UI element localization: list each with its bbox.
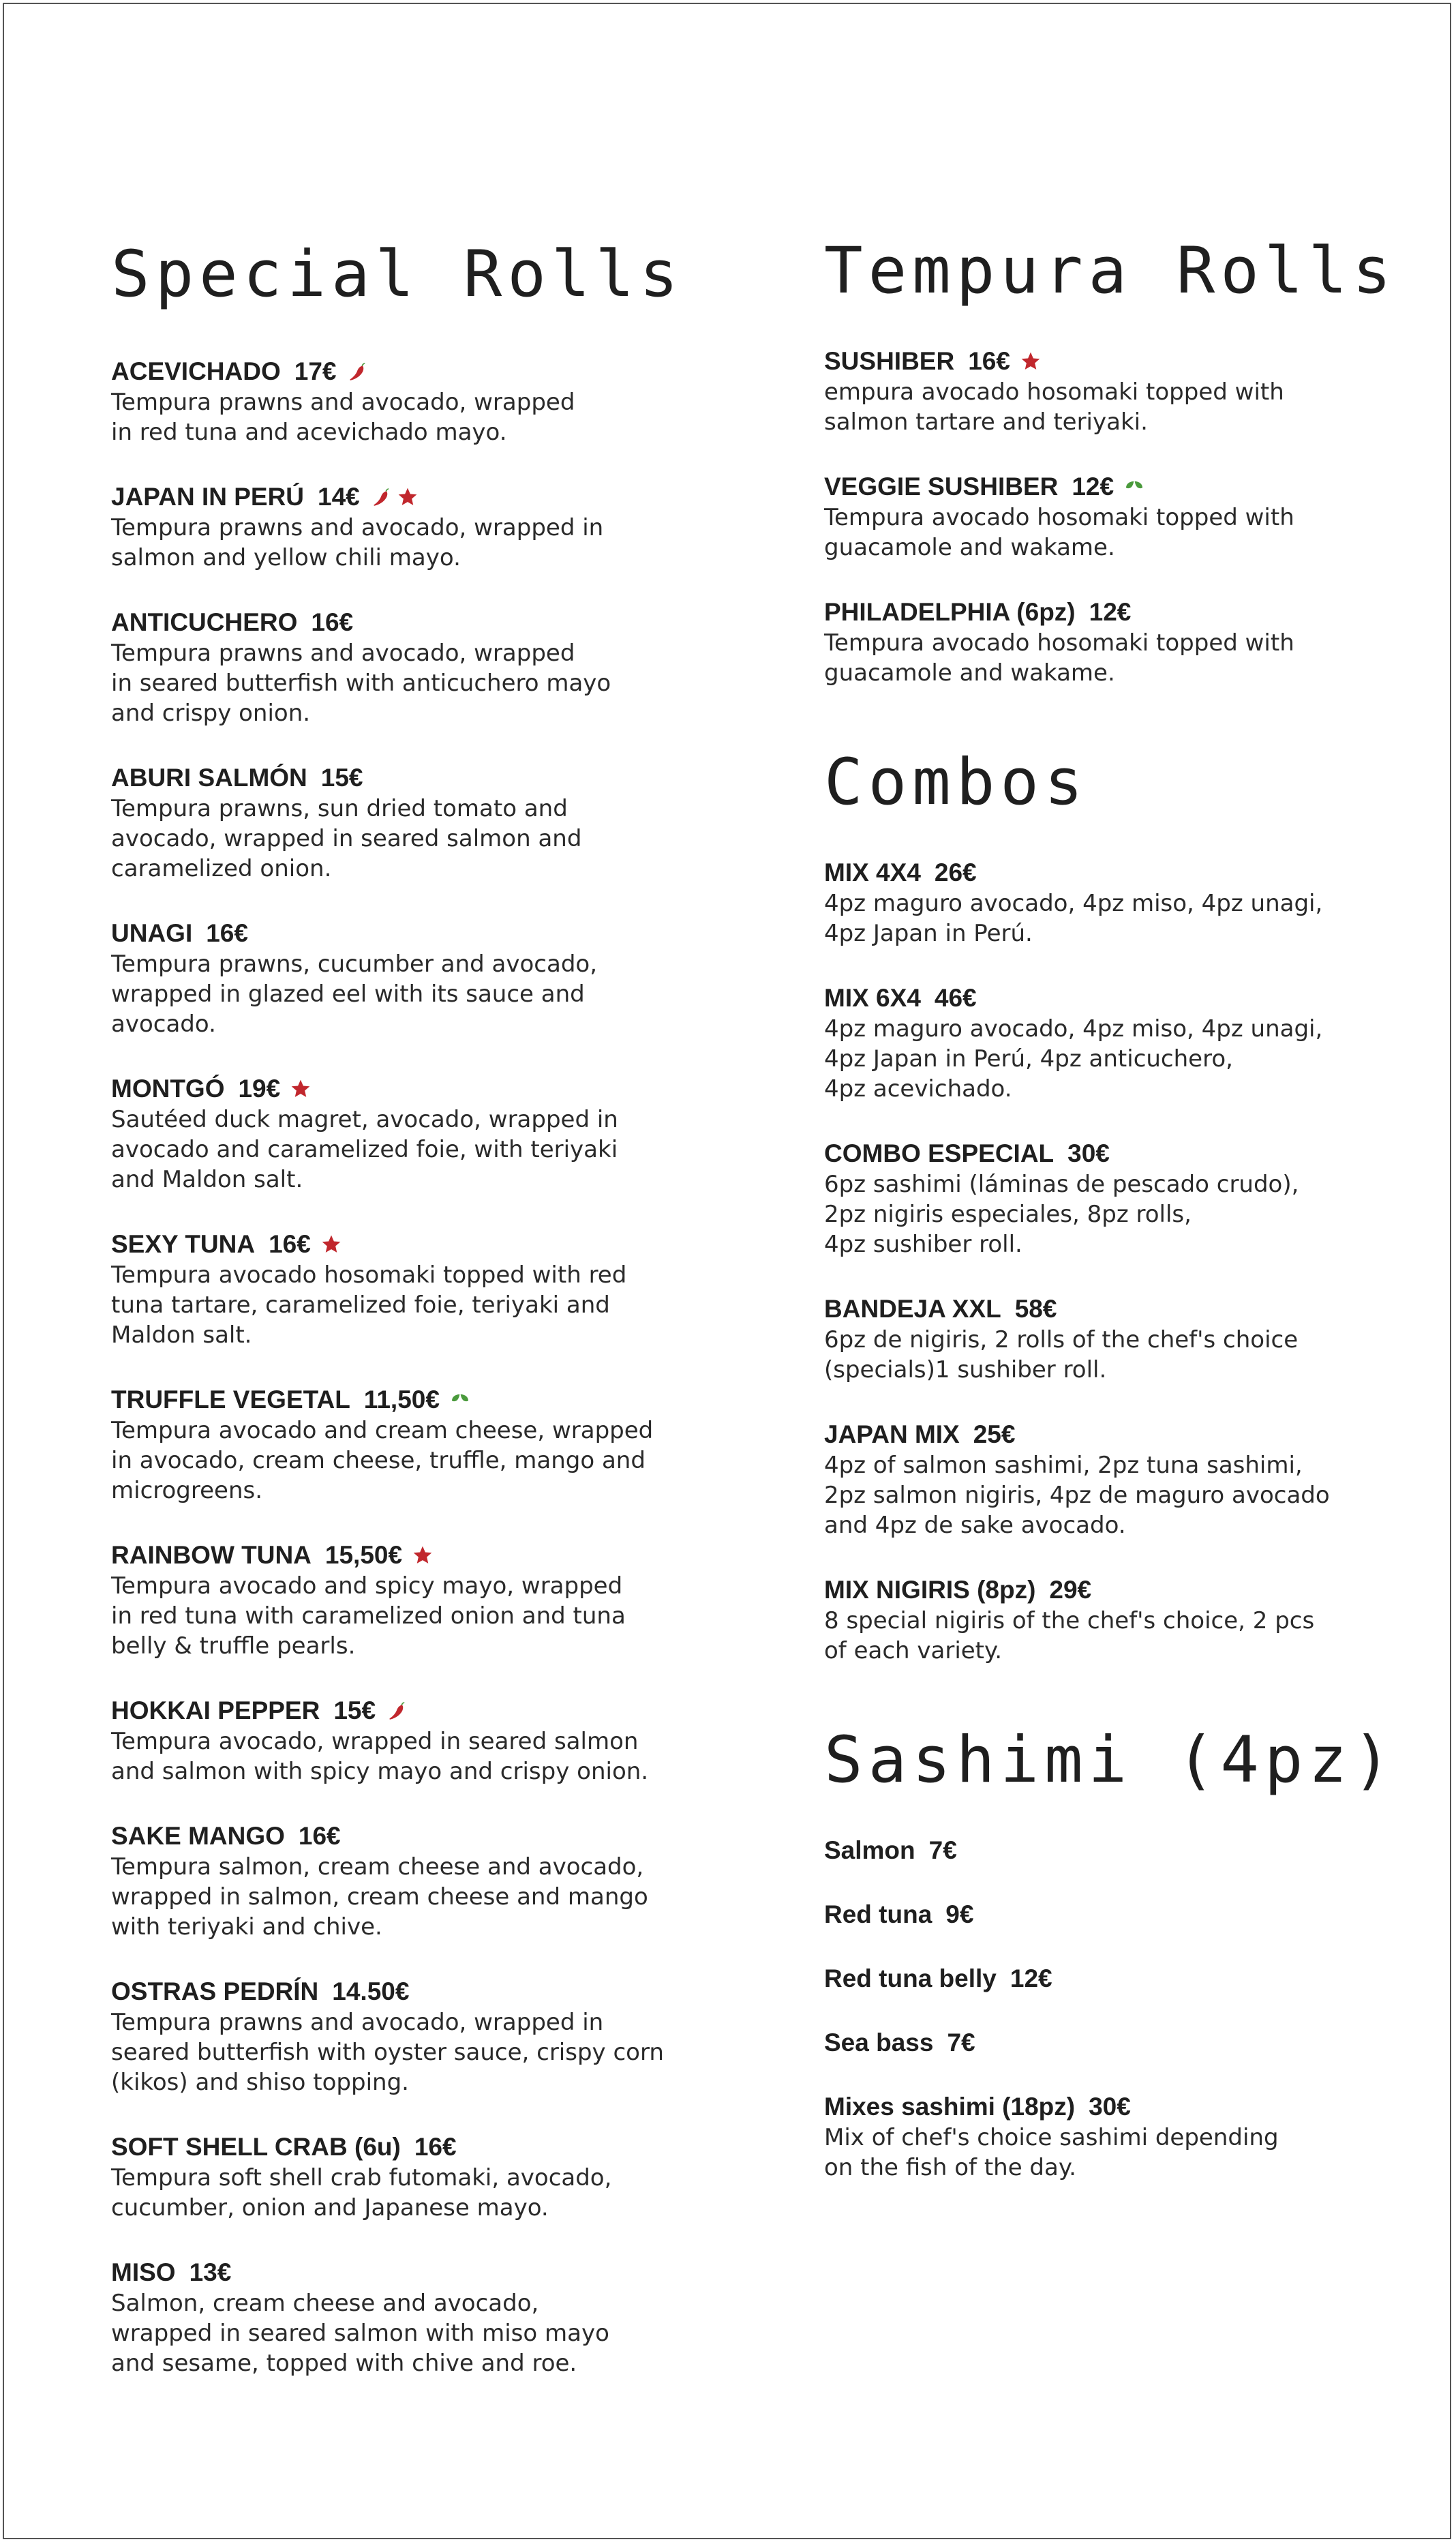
menu-item-price: 14€ (318, 483, 360, 511)
star-icon (290, 1078, 312, 1100)
menu-item-name: Mixes sashimi (18pz) (824, 2093, 1076, 2121)
menu-item-price: 46€ (934, 984, 977, 1012)
menu-item-price: 15,50€ (324, 1541, 403, 1569)
menu-item-icons (412, 1544, 434, 1566)
menu-item (111, 2131, 725, 2223)
menu-item-price: 16€ (968, 347, 1010, 375)
menu-item-header (824, 597, 1424, 628)
menu-item-description: Tempura prawns, sun dried tomato and avocado, wrapped in seared salmon and caramelized onion. (111, 795, 582, 882)
combos-section (824, 745, 1424, 1666)
menu-item-name: PHILADELPHIA (6pz) (824, 598, 1076, 626)
menu-item-description: Mix of chef's choice sashimi depending on the fish of the day. (824, 2124, 1279, 2181)
menu-item-header (111, 481, 725, 513)
menu-item-price: 7€ (947, 2029, 975, 2056)
menu-page (3, 3, 1451, 2539)
menu-item-price: 7€ (928, 1836, 957, 1864)
menu-item-name: SAKE MANGO (111, 1822, 285, 1850)
menu-item-header (824, 1419, 1424, 1450)
menu-item-description: Tempura avocado and spicy mayo, wrapped in red tuna with caramelized onion and tuna belly & truffle pearls. (111, 1572, 626, 1660)
menu-item-name: RAINBOW TUNA (111, 1541, 312, 1569)
menu-item-name: UNAGI (111, 919, 193, 947)
menu-item-name: MIX NIGIRIS (8pz) (824, 1576, 1036, 1604)
menu-item-name: ANTICUCHERO (111, 608, 298, 636)
menu-item-price: 11,50€ (363, 1386, 440, 1413)
menu-item-price: 29€ (1049, 1576, 1092, 1604)
menu-item-description: Salmon, cream cheese and avocado, wrapped in seared salmon with miso mayo and sesame, topped with chive and roe. (111, 2290, 609, 2377)
section-title: Combos (824, 745, 1089, 820)
menu-item-header (111, 1229, 725, 1260)
menu-item-name: Salmon (824, 1836, 915, 1864)
star-icon (320, 1233, 342, 1255)
menu-item-icons (290, 1078, 312, 1100)
chili-icon (385, 1700, 407, 1722)
menu-item-price: 14.50€ (332, 1977, 410, 2005)
menu-item-price: 15€ (320, 764, 363, 792)
menu-item-header (824, 346, 1424, 377)
menu-item-description: Tempura salmon, cream cheese and avocado, wrapped in salmon, cream cheese and mango with teriyaki and chive. (111, 1853, 648, 1941)
menu-item-price: 58€ (1014, 1295, 1057, 1323)
menu-item (111, 1229, 725, 1350)
menu-item-header (824, 1963, 1424, 1994)
menu-item-icons (346, 361, 367, 383)
star-icon (412, 1544, 434, 1566)
menu-item-name: TRUFFLE VEGETAL (111, 1386, 350, 1413)
menu-item (111, 1384, 725, 1506)
menu-item-description: Tempura soft shell crab futomaki, avocado, cucumber, onion and Japanese mayo. (111, 2164, 612, 2221)
menu-item-price: 30€ (1089, 2093, 1131, 2121)
menu-item-price: 16€ (269, 1230, 311, 1258)
menu-item (824, 2091, 1424, 2183)
menu-item-name: Red tuna (824, 1900, 932, 1928)
menu-item-price: 9€ (945, 1900, 974, 1928)
menu-item-header (111, 1976, 725, 2007)
menu-item (111, 1821, 725, 1942)
section-title: Special Rolls (111, 237, 684, 312)
menu-item-name: JAPAN MIX (824, 1420, 960, 1448)
menu-item-name: MISO (111, 2258, 176, 2286)
menu-item-name: OSTRAS PEDRÍN (111, 1977, 319, 2005)
menu-item (824, 857, 1424, 948)
menu-item-price: 16€ (311, 608, 354, 636)
menu-item-name: ACEVICHADO (111, 357, 281, 385)
menu-item (824, 597, 1424, 688)
menu-item (111, 607, 725, 728)
menu-item-header (824, 1293, 1424, 1325)
menu-item-name: HOKKAI PEPPER (111, 1696, 320, 1724)
menu-item-header (111, 2131, 725, 2163)
menu-item (824, 1963, 1424, 1994)
menu-item (111, 356, 725, 447)
menu-item-header (111, 356, 725, 387)
tempura-rolls-section (824, 234, 1424, 688)
section-title: Tempura Rolls (824, 234, 1397, 308)
menu-item (824, 983, 1424, 1104)
menu-item-name: SUSHIBER (824, 347, 955, 375)
chili-icon (369, 486, 391, 508)
menu-item-description: Tempura avocado and cream cheese, wrapped in avocado, cream cheese, truffle, mango and microgreens. (111, 1417, 654, 1504)
menu-item-name: MIX 6X4 (824, 984, 921, 1012)
menu-items (111, 356, 725, 2378)
menu-item (824, 2027, 1424, 2059)
menu-item-name: MONTGÓ (111, 1075, 225, 1103)
menu-item-price: 12€ (1072, 473, 1114, 500)
menu-item-description: Tempura prawns and avocado, wrapped in seared butterfish with oyster sauce, crispy corn (kikos) and shiso topping. (111, 2009, 664, 2096)
menu-item (111, 481, 725, 573)
menu-item-name: SOFT SHELL CRAB (6u) (111, 2133, 401, 2161)
section-title: Sashimi (4pz) (824, 1723, 1397, 1797)
menu-item (824, 1899, 1424, 1930)
menu-item (111, 762, 725, 884)
menu-item-price: 17€ (294, 357, 337, 385)
menu-item (824, 1138, 1424, 1259)
menu-item-icons (1020, 350, 1042, 372)
menu-item-name: COMBO ESPECIAL (824, 1139, 1055, 1167)
menu-item-price: 19€ (238, 1075, 281, 1103)
menu-item-description: Tempura avocado hosomaki topped with guacamole and wakame. (824, 629, 1294, 687)
menu-item (111, 2257, 725, 2378)
menu-item-header (111, 1540, 725, 1571)
menu-item-description: 8 special nigiris of the chef's choice, 2 pcs of each variety. (824, 1607, 1315, 1664)
special-rolls-section (111, 237, 725, 2378)
menu-items (824, 346, 1424, 688)
menu-item-header (111, 762, 725, 794)
sashimi-section (824, 1723, 1424, 2183)
menu-item-description: Tempura prawns and avocado, wrapped in red tuna and acevichado mayo. (111, 389, 575, 446)
right-column (824, 234, 1424, 2215)
menu-item-header (824, 471, 1424, 503)
menu-items (824, 857, 1424, 1666)
menu-items (824, 1835, 1424, 2183)
menu-item (111, 1073, 725, 1195)
menu-item-description: 4pz maguro avocado, 4pz miso, 4pz unagi, 4pz Japan in Perú. (824, 890, 1323, 947)
menu-item-header (824, 2091, 1424, 2123)
menu-item-description: Tempura avocado, wrapped in seared salmon and salmon with spicy mayo and crispy onion. (111, 1728, 649, 1785)
menu-item-header (824, 983, 1424, 1014)
menu-item-name: JAPAN IN PERÚ (111, 483, 305, 511)
menu-item-header (824, 857, 1424, 888)
menu-item-header (824, 2027, 1424, 2059)
menu-item-header (111, 1384, 725, 1416)
menu-item-icons (449, 1389, 471, 1411)
menu-item-description: Tempura prawns, cucumber and avocado, wrapped in glazed eel with its sauce and avocado. (111, 951, 598, 1038)
menu-item (824, 1419, 1424, 1540)
menu-item-name: Red tuna belly (824, 1964, 997, 1992)
left-column (111, 237, 725, 2412)
menu-item-description: Tempura prawns and avocado, wrapped in seared butterfish with anticuchero mayo and crispy onion. (111, 640, 611, 727)
menu-item-description: 4pz of salmon sashimi, 2pz tuna sashimi, 2pz salmon nigiris, 4pz de maguro avocado and 4pz de sake avocado. (824, 1452, 1330, 1539)
menu-item-name: BANDEJA XXL (824, 1295, 1001, 1323)
menu-item-price: 26€ (934, 858, 977, 886)
menu-item-price: 30€ (1067, 1139, 1110, 1167)
menu-item-icons (320, 1233, 342, 1255)
menu-item-description: 6pz de nigiris, 2 rolls of the chef's choice (specials)1 sushiber roll. (824, 1326, 1299, 1383)
menu-item-header (824, 1574, 1424, 1606)
menu-item (824, 1293, 1424, 1385)
leaf-icon (1123, 476, 1145, 498)
menu-item-header (111, 1821, 725, 1852)
menu-item-icons (1123, 476, 1145, 498)
leaf-icon (449, 1389, 471, 1411)
menu-item-header (111, 918, 725, 949)
menu-item-header (111, 1695, 725, 1726)
menu-item-description: Tempura avocado hosomaki topped with guacamole and wakame. (824, 504, 1294, 561)
menu-item-name: SEXY TUNA (111, 1230, 256, 1258)
menu-item (111, 1976, 725, 2097)
menu-item-icons (369, 486, 419, 508)
menu-item-name: Sea bass (824, 2029, 934, 2056)
menu-item-header (111, 1073, 725, 1105)
menu-item-header (824, 1899, 1424, 1930)
menu-item (824, 346, 1424, 437)
menu-item-name: VEGGIE SUSHIBER (824, 473, 1059, 500)
menu-item-header (824, 1835, 1424, 1866)
menu-item (824, 471, 1424, 563)
menu-item-price: 16€ (298, 1822, 341, 1850)
menu-item-icons (385, 1700, 407, 1722)
menu-item-header (824, 1138, 1424, 1169)
menu-item-price: 15€ (333, 1696, 376, 1724)
chili-icon (346, 361, 367, 383)
menu-item-price: 25€ (973, 1420, 1016, 1448)
menu-item-price: 12€ (1089, 598, 1132, 626)
menu-item-price: 12€ (1010, 1964, 1052, 1992)
menu-item-header (111, 607, 725, 638)
menu-item (824, 1574, 1424, 1666)
menu-item-name: MIX 4X4 (824, 858, 921, 886)
menu-item-description: 4pz maguro avocado, 4pz miso, 4pz unagi, 4pz Japan in Perú, 4pz anticuchero, 4pz acevichado. (824, 1015, 1323, 1103)
menu-item-description: 6pz sashimi (láminas de pescado crudo), 2pz nigiris especiales, 8pz rolls, 4pz sushiber roll. (824, 1171, 1299, 1258)
menu-item (824, 1835, 1424, 1866)
menu-item-header (111, 2257, 725, 2288)
menu-item-description: Sautéed duck magret, avocado, wrapped in avocado and caramelized foie, with teriyaki and Maldon salt. (111, 1106, 618, 1193)
menu-item-price: 16€ (206, 919, 248, 947)
menu-item (111, 1540, 725, 1661)
menu-item (111, 918, 725, 1039)
star-icon (1020, 350, 1042, 372)
menu-item-price: 16€ (414, 2133, 457, 2161)
menu-item-description: empura avocado hosomaki topped with salmon tartare and teriyaki. (824, 378, 1284, 436)
menu-item-price: 13€ (189, 2258, 232, 2286)
menu-item-description: Tempura prawns and avocado, wrapped in salmon and yellow chili mayo. (111, 514, 604, 571)
menu-item-description: Tempura avocado hosomaki topped with red tuna tartare, caramelized foie, teriyaki and Maldon salt. (111, 1261, 627, 1349)
menu-item-name: ABURI SALMÓN (111, 764, 307, 792)
menu-item (111, 1695, 725, 1786)
star-icon (397, 486, 419, 508)
